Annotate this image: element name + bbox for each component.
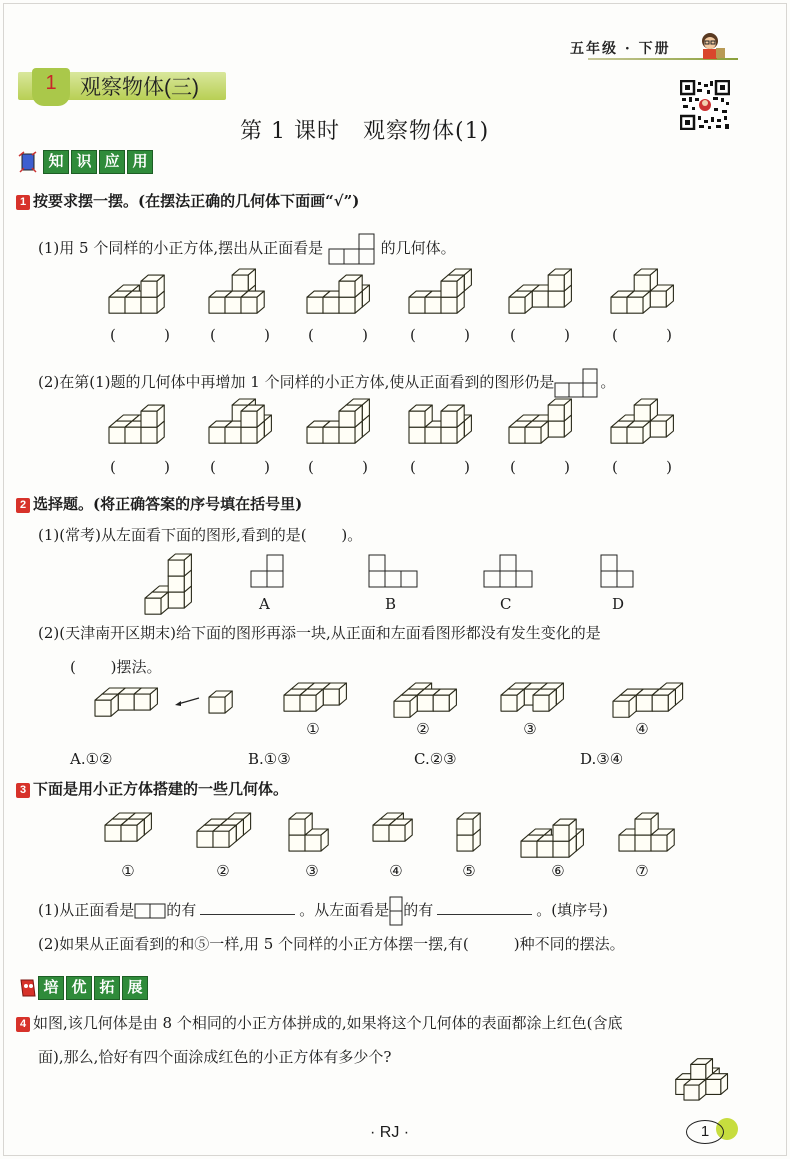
paren-close: ) [362,458,368,476]
cube [241,291,264,313]
question-4-text: 如图,该几何体是由 8 个相同的小正方体拼成的,如果将这个几何体的表面都涂上红色(含底 [33,1014,623,1032]
cube [634,399,657,421]
cube [613,695,636,717]
answer-parentheses[interactable] [308,458,368,476]
paren-open: ( [510,326,516,344]
cube [339,405,362,427]
cube [441,275,464,297]
view-square [516,571,532,587]
choice-option: A.①② [70,750,113,768]
paren-close: ) [666,458,672,476]
q3-figure [372,812,420,842]
option-label: B [385,595,397,613]
section-header-char: 应 [99,150,125,174]
paren-close: ) [264,326,270,344]
arrow-left-icon [174,696,200,706]
paren-open: ( [110,326,116,344]
question-2-part-2-line-1: (2)(天津南开区期末)给下面的图形再添一块,从正面和左面看图形都没有发生变化的是 [38,624,601,642]
extension-section-icon [16,976,40,1000]
cube [509,291,532,313]
cube [548,399,571,421]
option-d-view [600,554,634,588]
paren-close: ) [464,326,470,344]
paren-open: ( [110,458,116,476]
option-c-view [483,554,533,588]
question-2-text: 选择题。(将正确答案的序号填在括号里) [33,495,303,513]
option-label: A [259,595,270,613]
paren-open: ( [510,458,516,476]
cube [339,275,362,297]
answer-parentheses[interactable] [410,326,470,344]
cube [433,689,456,711]
answer-parentheses[interactable] [110,458,170,476]
paren-close: ) [264,458,270,476]
view-square [601,555,617,571]
question-4-line-1 [16,1012,622,1033]
answer-parentheses[interactable] [210,458,270,476]
vertical-two-square-shape-icon [389,896,403,926]
q3-figure [196,812,252,848]
paren-close: ) [564,458,570,476]
q3-p1-text: 的有 [166,901,197,919]
figure-label: ② [416,720,430,738]
figure-label: ② [216,862,230,880]
paren-open: ( [612,326,618,344]
q1-part2-figure [508,398,572,444]
cube [627,421,650,443]
q3-p1-text: 的有 [403,901,434,919]
cube [634,269,657,291]
cube [441,405,464,427]
question-number-badge: 1 [16,195,30,210]
cube [232,269,255,291]
view-square [369,571,385,587]
cube [691,1059,713,1080]
q1-part2-figure [610,398,674,444]
figure-label: ④ [389,862,403,880]
q3-figure [288,812,329,852]
q2-part2-option-figure [283,682,347,712]
view-square [601,571,617,587]
answer-parentheses[interactable] [510,458,570,476]
q3-figure [520,812,584,858]
q1-part1-figure [408,268,472,314]
view-square [484,571,500,587]
paren-close: ) [362,326,368,344]
figure-label: ① [121,862,135,880]
question-1-text: 按要求摆一摆。(在摆法正确的几何体下面画“√”) [33,192,360,210]
cube [209,691,232,713]
choice-option: D.③④ [580,750,624,768]
q1-part2-figure [408,398,472,444]
section-header-extension [38,976,148,1000]
paren-open: ( [210,326,216,344]
paren-close: ) [564,326,570,344]
question-number-badge: 2 [16,498,30,513]
view-square [385,571,401,587]
cube [533,689,556,711]
cube [409,405,432,427]
unit-number: 1 [45,72,57,94]
q1-p2-text-before: (2)在第(1)题的几何体中再增加 1 个同样的小正方体,使从正面看到的图形仍是 [38,373,555,391]
paren-close: ) [164,458,170,476]
question-4-line-2: 面),那么,恰好有四个面涂成红色的小正方体有多少个? [38,1048,392,1066]
figure-label: ⑥ [551,862,565,880]
paren-close: ) [164,326,170,344]
teacher-mascot-icon [697,30,727,60]
cube [213,825,236,847]
cube [289,813,312,835]
question-3-title [16,778,288,799]
question-1-part-2 [38,366,615,400]
paren-open: ( [210,458,216,476]
front-view-shape-icon [328,232,376,266]
option-b-view [368,554,418,588]
section-header-char: 培 [38,976,64,1000]
view-square [369,555,385,571]
question-1-title [16,190,359,211]
q3-p1-text: 。(填序号) [536,901,609,919]
q1-part1-figure [508,268,572,314]
section-header-char: 用 [127,150,153,174]
section-header-char: 识 [71,150,97,174]
knowledge-section-icon [16,150,40,174]
q2-part1-figure [144,553,192,615]
view-square [267,571,283,587]
cube [121,819,144,841]
view-square [401,571,417,587]
question-3-part-1 [38,896,608,926]
paren-open: ( [410,458,416,476]
cube [389,819,412,841]
q1-p2-text-after: 。 [600,373,616,391]
answer-parentheses[interactable] [612,458,672,476]
q3-p1-text: (1)从正面看是 [38,901,135,919]
page-number: 1 [686,1120,724,1144]
cube [141,275,164,297]
cube [457,813,480,835]
section-header-char: 优 [66,976,92,1000]
cube [501,689,524,711]
answer-parentheses[interactable] [410,458,470,476]
section-header-char: 拓 [94,976,120,1000]
cube [548,269,571,291]
answer-parentheses[interactable] [110,326,170,344]
paren-open: ( [308,326,314,344]
paren-open: ( [308,458,314,476]
q3-figure [104,812,152,842]
q1-part1-figure [108,268,172,314]
option-a-view [250,554,284,588]
answer-parentheses[interactable] [308,326,368,344]
q1-part1-figure [610,268,674,314]
q2-part2-base-figure [94,687,158,717]
answer-parentheses[interactable] [510,326,570,344]
question-2-title [16,493,302,514]
q3-figure [618,812,675,852]
answer-blank-front[interactable] [200,900,295,915]
two-square-shape-icon [134,903,166,919]
q1-part1-figure [306,268,370,314]
figure-label: ③ [305,862,319,880]
question-number-badge: 4 [16,1017,30,1032]
edition-code: · RJ · [370,1124,410,1141]
question-3-text: 下面是用小正方体搭建的一些几何体。 [33,780,289,798]
q1-part2-figure [108,398,172,444]
q1-p1-text-before: (1)用 5 个同样的小正方体,摆出从正面看是 [38,239,324,257]
cube [627,291,650,313]
q4-figure [668,1052,735,1101]
figure-label: ④ [635,720,649,738]
cube [652,689,675,711]
question-number-badge: 3 [16,783,30,798]
answer-parentheses[interactable] [612,326,672,344]
view-square [267,555,283,571]
cube [553,819,576,841]
qr-code-icon[interactable] [680,80,730,130]
paren-open: ( [612,458,618,476]
view-square [500,571,516,587]
question-1-part-1 [38,232,456,266]
view-square [500,555,516,571]
cube [241,405,264,427]
q1-part2-figure [208,398,272,444]
cube [134,688,157,710]
q3-p1-text: 。从左面看是 [299,901,390,919]
cube [95,694,118,716]
figure-label: ③ [523,720,537,738]
question-2-part-1: (1)(常考)从左面看下面的图形,看到的是( )。 [38,526,363,544]
figure-label: ① [306,720,320,738]
option-label: D [612,595,625,613]
q1-part2-figure [306,398,370,444]
cube [168,554,191,576]
single-cube-figure [208,690,233,714]
option-label: C [500,595,512,613]
cube [300,689,323,711]
cube [141,405,164,427]
question-3-part-2: (2)如果从正面看到的和⑤一样,用 5 个同样的小正方体摆一摆,有( )种不同的摆法。 [38,935,625,953]
front-view-shape-icon [554,366,600,400]
cube [323,683,346,705]
figure-label: ⑤ [462,862,476,880]
answer-blank-left[interactable] [437,900,532,915]
q1-p1-text-after: 的几何体。 [380,239,456,257]
section-header-char: 展 [122,976,148,1000]
cube [145,592,168,614]
q2-part2-option-figure [500,682,564,712]
choice-option: B.①③ [248,750,291,768]
section-header-char: 知 [43,150,69,174]
q2-part2-option-figure [393,682,465,718]
cube [394,695,417,717]
cube [525,421,548,443]
question-2-part-2-line-2: ( )摆法。 [70,658,162,676]
q1-part1-figure [208,268,272,314]
cube [684,1079,706,1100]
view-square [617,571,633,587]
paren-close: ) [666,326,672,344]
q2-part2-option-figure [612,682,684,718]
paren-close: ) [464,458,470,476]
choice-option: C.②③ [414,750,457,768]
cube [635,813,658,835]
paren-open: ( [410,326,416,344]
grade-label: 五年级 · 下册 [570,41,671,57]
figure-label: ⑦ [635,862,649,880]
unit-title: 观察物体(三) [80,76,199,99]
view-square [251,571,267,587]
section-header-knowledge [43,150,153,174]
answer-parentheses[interactable] [210,326,270,344]
lesson-title: 第 1 课时 观察物体(1) [240,119,490,144]
q3-figure [456,812,481,852]
